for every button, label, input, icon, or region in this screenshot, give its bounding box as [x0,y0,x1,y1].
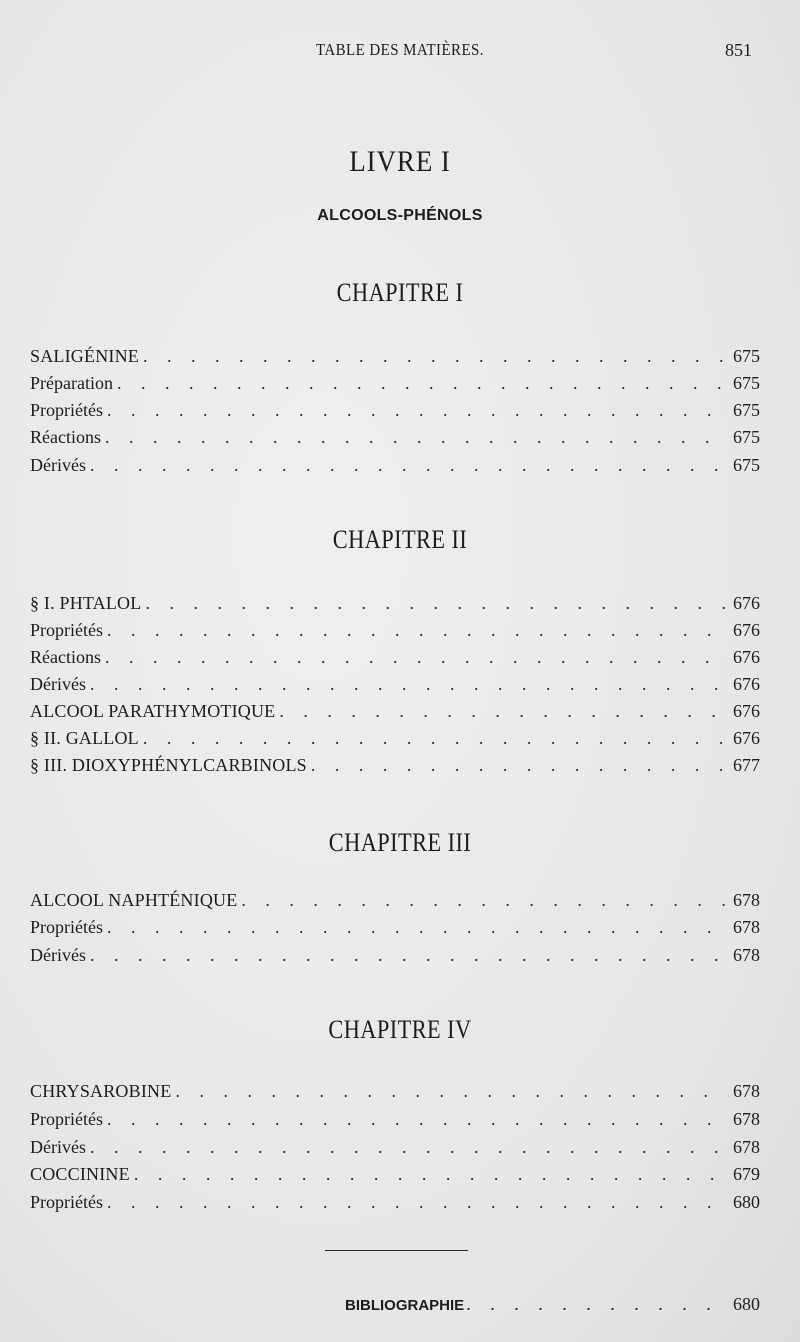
dot-leader [103,396,729,424]
toc-entry [30,589,760,617]
dot-leader [141,589,729,617]
dot-leader [307,751,729,779]
dot-leader [130,1160,729,1188]
entry-label: Dérivés [30,1137,86,1157]
entry-page: 678 [733,945,760,965]
toc-entry [30,941,760,969]
entry-page: 679 [733,1164,760,1184]
dot-leader [103,1188,729,1216]
entry-page: 675 [733,373,760,393]
entry-page: 676 [733,701,760,721]
entry-page: 675 [733,455,760,475]
entry-page: 678 [733,1109,760,1129]
entry-page: 678 [733,1137,760,1157]
entry-label: Propriétés [30,400,103,420]
toc-entry [30,1188,760,1216]
dot-leader [86,670,729,698]
dot-leader [86,941,729,969]
dot-leader [464,1290,729,1318]
page-number: 851 [725,40,752,60]
entry-page: 675 [733,427,760,447]
entry-page: 675 [733,346,760,366]
dot-leader [113,369,729,397]
entry-label: Préparation [30,373,113,393]
dot-leader [103,1105,729,1133]
entry-label: Réactions [30,647,101,667]
entry-page: 676 [733,728,760,748]
running-title: TABLE DES MATIÈRES. [316,40,484,59]
toc-entry [30,751,760,779]
entry-label: Dérivés [30,674,86,694]
toc-entry [30,913,760,941]
toc-entry [30,451,760,479]
entry-label: Propriétés [30,620,103,640]
entry-label: § I. PHTALOL [30,593,142,613]
book-subtitle: ALCOOLS-PHÉNOLS [317,207,483,224]
entry-label: Dérivés [30,945,86,965]
dot-leader [139,342,729,370]
chapter-title: CHAPITRE II [332,525,468,554]
toc-entry [30,423,760,451]
toc-entry [30,1105,760,1133]
entry-label: § II. GALLOL [30,728,139,748]
bibliography-page: 680 [733,1294,760,1314]
entry-page: 678 [733,917,760,937]
chapter-title: CHAPITRE I [336,278,464,307]
toc-entry [30,369,760,397]
dot-leader [171,1077,729,1105]
entry-label: § III. DIOXYPHÉNYLCARBINOLS [30,755,307,775]
entry-label: Réactions [30,427,101,447]
toc-entry [30,724,760,752]
entry-page: 676 [733,674,760,694]
entry-page: 680 [733,1192,760,1212]
entry-page: 675 [733,400,760,420]
entry-label: Propriétés [30,1109,103,1129]
dot-leader [103,616,729,644]
toc-entry [30,616,760,644]
entry-page: 676 [733,620,760,640]
section-divider [325,1250,468,1251]
entry-page: 676 [733,647,760,667]
entry-label: ALCOOL PARATHYMOTIQUE [30,701,276,721]
entry-label: CHRYSAROBINE [30,1081,172,1101]
toc-entry [30,396,760,424]
dot-leader [237,886,729,914]
entry-label: Propriétés [30,1192,103,1212]
toc-entry [30,1133,760,1161]
entry-label: Dérivés [30,455,86,475]
entry-page: 676 [733,593,760,613]
dot-leader [86,451,729,479]
dot-leader [103,913,729,941]
toc-entry [30,1160,760,1188]
running-head [0,40,800,64]
entry-label: COCCININE [30,1164,130,1184]
bibliography-label: BIBLIOGRAPHIE [345,1297,465,1314]
toc-entry [30,886,760,914]
toc-entry [30,643,760,671]
entry-page: 678 [733,890,760,910]
toc-entry [30,342,760,370]
bibliography-entry [345,1290,760,1318]
dot-leader [86,1133,729,1161]
toc-entry [30,1077,760,1105]
dot-leader [101,423,729,451]
entry-page: 678 [733,1081,760,1101]
chapter-title: CHAPITRE III [328,828,472,857]
entry-label: ALCOOL NAPHTÉNIQUE [30,890,238,910]
toc-entry [30,697,760,725]
entry-label: SALIGÉNINE [30,346,139,366]
dot-leader [139,724,729,752]
entry-page: 677 [733,755,760,775]
dot-leader [101,643,729,671]
toc-entry [30,670,760,698]
book-title: LIVRE I [349,145,451,178]
dot-leader [275,697,729,725]
entry-label: Propriétés [30,917,103,937]
chapter-title: CHAPITRE IV [328,1015,472,1044]
